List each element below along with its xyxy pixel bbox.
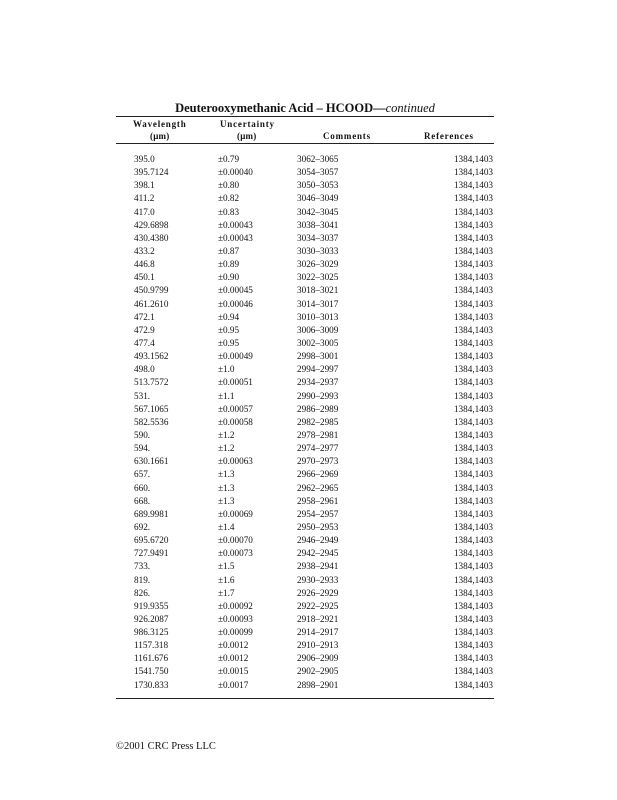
- table-row: [0, 271, 617, 284]
- cell-uncertainty: ±0.90: [218, 272, 240, 283]
- table-row: [0, 245, 617, 258]
- header-uncertainty-label: Uncertainty: [220, 119, 275, 129]
- cell-references: 1384,1403: [453, 377, 493, 388]
- cell-wavelength: 429.6898: [134, 219, 169, 230]
- cell-references: 1384,1403: [453, 482, 493, 493]
- cell-comments: 3010–3013: [297, 311, 339, 322]
- cell-references: 1384,1403: [453, 495, 493, 506]
- cell-comments: 3054–3057: [297, 167, 339, 178]
- cell-comments: 2942–2945: [297, 548, 339, 559]
- cell-references: 1384,1403: [453, 679, 493, 690]
- table-row: [0, 298, 617, 311]
- cell-comments: 3002–3005: [297, 337, 339, 348]
- cell-comments: 3026–3029: [297, 259, 339, 270]
- table-row: [0, 652, 617, 665]
- cell-wavelength: 1730.833: [134, 679, 169, 690]
- table-row: [0, 560, 617, 573]
- header-wavelength-label: Wavelength: [133, 119, 187, 129]
- table-row: [0, 403, 617, 416]
- table-row: [0, 679, 617, 692]
- cell-comments: 2974–2977: [297, 443, 339, 454]
- cell-uncertainty: ±0.89: [218, 259, 240, 270]
- cell-wavelength: 472.1: [134, 311, 155, 322]
- cell-wavelength: 1157.318: [134, 640, 169, 651]
- table-row: [0, 468, 617, 481]
- cell-references: 1384,1403: [453, 259, 493, 270]
- cell-uncertainty: ±1.3: [218, 469, 235, 480]
- cell-references: 1384,1403: [453, 285, 493, 296]
- cell-comments: 2926–2929: [297, 587, 339, 598]
- table-row: [0, 495, 617, 508]
- cell-wavelength: 819.: [134, 574, 151, 585]
- cell-wavelength: 395.0: [134, 154, 155, 164]
- cell-uncertainty: ±1.2: [218, 443, 235, 454]
- table-row: [0, 258, 617, 271]
- cell-references: 1384,1403: [453, 574, 493, 585]
- cell-references: 1384,1403: [453, 600, 493, 611]
- cell-references: 1384,1403: [453, 403, 493, 414]
- cell-references: 1384,1403: [453, 390, 493, 401]
- cell-wavelength: 668.: [134, 495, 151, 506]
- cell-comments: 3030–3033: [297, 245, 339, 256]
- header-uncertainty-unit: (μm): [237, 131, 257, 141]
- cell-uncertainty: ±0.95: [218, 324, 240, 335]
- copyright-footer: ©2001 CRC Press LLC: [116, 741, 216, 752]
- table-row: [0, 574, 617, 587]
- cell-uncertainty: ±0.00043: [218, 219, 253, 230]
- cell-comments: 2982–2985: [297, 416, 339, 427]
- cell-wavelength: 919.9355: [134, 600, 169, 611]
- cell-comments: 2998–3001: [297, 351, 339, 362]
- table-row: [0, 337, 617, 350]
- cell-wavelength: 450.9799: [134, 285, 169, 296]
- cell-wavelength: 472.9: [134, 324, 155, 335]
- header-comments: Comments: [323, 131, 371, 141]
- table-row: [0, 311, 617, 324]
- table-row: [0, 639, 617, 652]
- cell-wavelength: 926.2087: [134, 613, 169, 624]
- cell-uncertainty: ±0.00051: [218, 377, 253, 388]
- table-row: [0, 363, 617, 376]
- cell-uncertainty: ±0.87: [218, 245, 240, 256]
- cell-uncertainty: ±0.00099: [218, 627, 253, 638]
- table-row: [0, 429, 617, 442]
- header-uncertainty: [220, 118, 275, 142]
- cell-comments: 2990–2993: [297, 390, 339, 401]
- cell-uncertainty: ±0.00040: [218, 167, 253, 178]
- cell-comments: 2958–2961: [297, 495, 339, 506]
- cell-wavelength: 727.9491: [134, 548, 169, 559]
- header-bottom-rule: [116, 143, 494, 144]
- cell-comments: 3038–3041: [297, 219, 339, 230]
- cell-comments: 3034–3037: [297, 232, 339, 243]
- cell-comments: 2946–2949: [297, 535, 339, 546]
- cell-uncertainty: ±0.00045: [218, 285, 253, 296]
- cell-uncertainty: ±0.00093: [218, 613, 253, 624]
- cell-uncertainty: ±0.00069: [218, 508, 253, 519]
- cell-comments: 2954–2957: [297, 508, 339, 519]
- cell-wavelength: 493.1562: [134, 351, 169, 362]
- cell-wavelength: 531.: [134, 390, 151, 401]
- cell-references: 1384,1403: [453, 311, 493, 322]
- cell-uncertainty: ±1.2: [218, 429, 235, 440]
- cell-references: 1384,1403: [453, 535, 493, 546]
- cell-comments: 2938–2941: [297, 561, 339, 572]
- cell-comments: 2934–2937: [297, 377, 339, 388]
- table-row: [0, 284, 617, 297]
- table-title-continued: continued: [385, 101, 435, 115]
- cell-references: 1384,1403: [453, 561, 493, 572]
- cell-references: 1384,1403: [453, 443, 493, 454]
- cell-references: 1384,1403: [453, 666, 493, 677]
- cell-comments: 2902–2905: [297, 666, 339, 677]
- header-wavelength-unit: (μm): [150, 131, 170, 141]
- cell-references: 1384,1403: [453, 613, 493, 624]
- cell-references: 1384,1403: [453, 653, 493, 664]
- cell-comments: 2918–2921: [297, 613, 339, 624]
- cell-wavelength: 430.4380: [134, 232, 169, 243]
- cell-wavelength: 733.: [134, 561, 151, 572]
- cell-references: 1384,1403: [453, 219, 493, 230]
- cell-uncertainty: ±0.82: [218, 193, 240, 204]
- cell-comments: 2898–2901: [297, 679, 339, 690]
- cell-comments: 2914–2917: [297, 627, 339, 638]
- cell-comments: 2962–2965: [297, 482, 339, 493]
- table-row: [0, 482, 617, 495]
- cell-wavelength: 695.6720: [134, 535, 169, 546]
- cell-uncertainty: ±0.0012: [218, 653, 249, 664]
- cell-comments: 2906–2909: [297, 653, 339, 664]
- cell-uncertainty: ±1.0: [218, 364, 235, 375]
- cell-comments: 3006–3009: [297, 324, 339, 335]
- table-row: [0, 232, 617, 245]
- cell-references: 1384,1403: [453, 298, 493, 309]
- cell-wavelength: 1161.676: [134, 653, 169, 664]
- cell-comments: 3042–3045: [297, 206, 339, 217]
- cell-uncertainty: ±0.95: [218, 337, 240, 348]
- cell-comments: 2922–2925: [297, 600, 339, 611]
- cell-wavelength: 417.0: [134, 206, 155, 217]
- cell-wavelength: 398.1: [134, 180, 155, 191]
- table-row: [0, 613, 617, 626]
- header-top-rule: [116, 116, 494, 117]
- cell-wavelength: 513.7572: [134, 377, 169, 388]
- cell-comments: 2930–2933: [297, 574, 339, 585]
- cell-wavelength: 826.: [134, 587, 151, 598]
- cell-wavelength: 461.2610: [134, 298, 169, 309]
- cell-uncertainty: ±0.94: [218, 311, 240, 322]
- table-row: [0, 416, 617, 429]
- cell-wavelength: 498.0: [134, 364, 155, 375]
- cell-references: 1384,1403: [453, 416, 493, 427]
- cell-uncertainty: ±1.3: [218, 495, 235, 506]
- cell-wavelength: 660.: [134, 482, 151, 493]
- table-row: [0, 626, 617, 639]
- cell-references: 1384,1403: [453, 587, 493, 598]
- cell-references: 1384,1403: [453, 429, 493, 440]
- cell-uncertainty: ±0.0015: [218, 666, 249, 677]
- cell-wavelength: 692.: [134, 521, 151, 532]
- cell-wavelength: 689.9981: [134, 508, 169, 519]
- cell-uncertainty: ±0.79: [218, 154, 240, 164]
- header-references: References: [424, 131, 474, 141]
- table-row: [0, 442, 617, 455]
- cell-uncertainty: ±0.00063: [218, 456, 253, 467]
- cell-comments: 2910–2913: [297, 640, 339, 651]
- table-body: [0, 153, 617, 692]
- cell-comments: 3050–3053: [297, 180, 339, 191]
- header-wavelength: [133, 118, 187, 142]
- cell-wavelength: 1541.750: [134, 666, 169, 677]
- cell-wavelength: 395.7124: [134, 167, 169, 178]
- cell-references: 1384,1403: [453, 521, 493, 532]
- cell-comments: 3062–3065: [297, 154, 339, 164]
- cell-references: 1384,1403: [453, 232, 493, 243]
- cell-references: 1384,1403: [453, 180, 493, 191]
- cell-comments: 3046–3049: [297, 193, 339, 204]
- cell-uncertainty: ±0.00073: [218, 548, 253, 559]
- table-title: [116, 101, 494, 116]
- cell-references: 1384,1403: [453, 548, 493, 559]
- cell-references: 1384,1403: [453, 337, 493, 348]
- table-row: [0, 350, 617, 363]
- cell-uncertainty: ±1.4: [218, 521, 235, 532]
- cell-uncertainty: ±0.00070: [218, 535, 253, 546]
- table-row: [0, 455, 617, 468]
- cell-uncertainty: ±1.3: [218, 482, 235, 493]
- cell-wavelength: 594.: [134, 443, 151, 454]
- cell-comments: 2978–2981: [297, 429, 339, 440]
- cell-references: 1384,1403: [453, 324, 493, 335]
- cell-comments: 2986–2989: [297, 403, 339, 414]
- cell-references: 1384,1403: [453, 640, 493, 651]
- cell-wavelength: 567.1065: [134, 403, 169, 414]
- cell-wavelength: 630.1661: [134, 456, 169, 467]
- cell-comments: 2950–2953: [297, 521, 339, 532]
- cell-uncertainty: ±0.83: [218, 206, 240, 217]
- cell-references: 1384,1403: [453, 245, 493, 256]
- cell-wavelength: 986.3125: [134, 627, 169, 638]
- cell-uncertainty: ±0.00058: [218, 416, 253, 427]
- cell-references: 1384,1403: [453, 469, 493, 480]
- cell-wavelength: 411.2: [134, 193, 155, 204]
- cell-comments: 3018–3021: [297, 285, 339, 296]
- cell-wavelength: 433.2: [134, 245, 155, 256]
- cell-uncertainty: ±0.00049: [218, 351, 253, 362]
- cell-uncertainty: ±1.7: [218, 587, 235, 598]
- cell-comments: 2994–2997: [297, 364, 339, 375]
- cell-references: 1384,1403: [453, 508, 493, 519]
- table-row: [0, 587, 617, 600]
- cell-references: 1384,1403: [453, 193, 493, 204]
- table-row: [0, 376, 617, 389]
- cell-uncertainty: ±0.0012: [218, 640, 249, 651]
- cell-uncertainty: ±0.00092: [218, 600, 253, 611]
- cell-references: 1384,1403: [453, 364, 493, 375]
- cell-comments: 3014–3017: [297, 298, 339, 309]
- table-row: [0, 219, 617, 232]
- cell-references: 1384,1403: [453, 154, 493, 164]
- table-row: [0, 600, 617, 613]
- cell-wavelength: 450.1: [134, 272, 155, 283]
- table-row: [0, 192, 617, 205]
- cell-uncertainty: ±1.6: [218, 574, 235, 585]
- cell-references: 1384,1403: [453, 167, 493, 178]
- table-row: [0, 547, 617, 560]
- table-row: [0, 534, 617, 547]
- table-row: [0, 508, 617, 521]
- cell-wavelength: 582.5536: [134, 416, 169, 427]
- cell-references: 1384,1403: [453, 627, 493, 638]
- table-row: [0, 179, 617, 192]
- cell-references: 1384,1403: [453, 351, 493, 362]
- cell-wavelength: 657.: [134, 469, 151, 480]
- cell-uncertainty: ±0.0017: [218, 679, 249, 690]
- table-row: [0, 153, 617, 166]
- cell-uncertainty: ±0.00043: [218, 232, 253, 243]
- table-bottom-rule: [116, 698, 494, 699]
- table-row: [0, 324, 617, 337]
- cell-comments: 3022–3025: [297, 272, 339, 283]
- table-row: [0, 390, 617, 403]
- table-row: [0, 521, 617, 534]
- cell-uncertainty: ±1.1: [218, 390, 235, 401]
- cell-comments: 2966–2969: [297, 469, 339, 480]
- cell-uncertainty: ±0.00057: [218, 403, 253, 414]
- cell-uncertainty: ±1.5: [218, 561, 235, 572]
- cell-wavelength: 446.8: [134, 259, 155, 270]
- cell-references: 1384,1403: [453, 456, 493, 467]
- table-row: [0, 665, 617, 678]
- cell-uncertainty: ±0.80: [218, 180, 240, 191]
- cell-references: 1384,1403: [453, 272, 493, 283]
- table-title-main: Deuterooxymethanic Acid – HCOOD—: [175, 101, 386, 115]
- cell-wavelength: 477.4: [134, 337, 155, 348]
- cell-comments: 2970–2973: [297, 456, 339, 467]
- cell-wavelength: 590.: [134, 429, 151, 440]
- table-row: [0, 206, 617, 219]
- cell-uncertainty: ±0.00046: [218, 298, 253, 309]
- table-row: [0, 166, 617, 179]
- cell-references: 1384,1403: [453, 206, 493, 217]
